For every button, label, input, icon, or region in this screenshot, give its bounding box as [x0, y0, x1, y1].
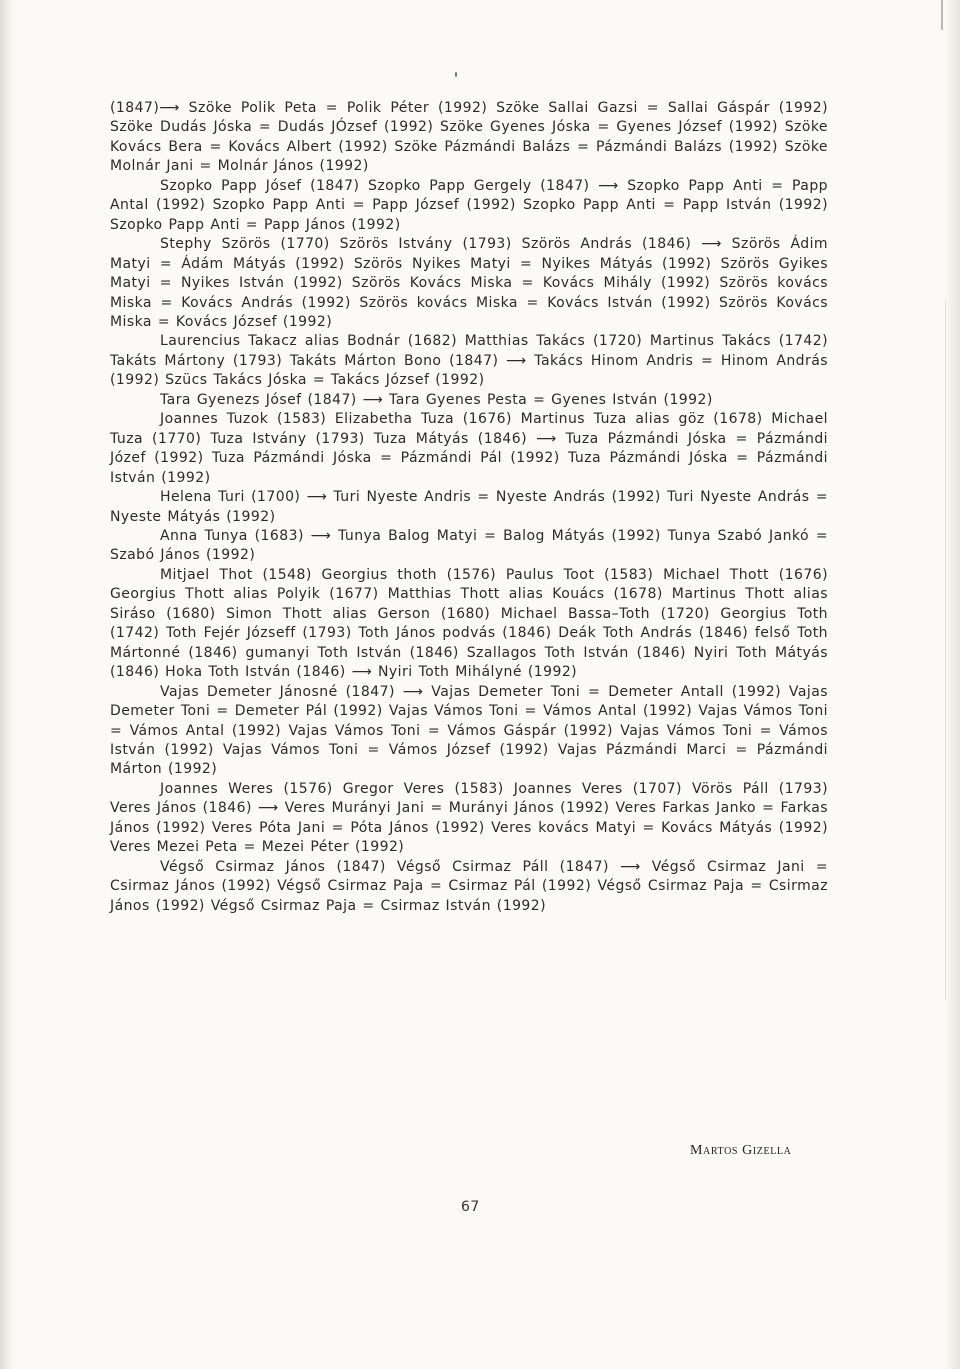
- document-body: [110, 99, 828, 916]
- paragraph-veres: Joannes Weres (1576) Gregor Veres (1583) Joannes Veres (1707) Vörös Páll (1793) Veres János (1846) ⟶ Veres Murányi Jani = Murányi János (1992) Veres Farkas Janko = Farkas János (1992) Veres Póta Jani = Póta János (1992) Veres kovács Matyi = Kovács Mátyás (1992) Veres Mezei Peta = Mezei Péter (1992): [110, 780, 828, 856]
- author-signature: Martos Gizella: [690, 1143, 792, 1158]
- page-number: 67: [461, 1199, 480, 1215]
- paragraph-szoke: (1847)⟶ Szöke Polik Peta = Polik Péter (1992) Szöke Sallai Gazsi = Sallai Gáspár (1992) Szöke Dudás Jóska = Dudás JÓzsef (1992) Szöke Gyenes Jóska = Gyenes József (1992) Szöke Kovács Bera = Kovács Albert (1992) Szöke Pázmándi Balázs = Pázmándi Balázs (1992) Szöke Molnár Jani = Molnár János (1992): [110, 100, 828, 175]
- paragraph-tunya: Anna Tunya (1683) ⟶ Tunya Balog Matyi = Balog Mátyás (1992) Tunya Szabó Jankó = Szabó János (1992): [110, 527, 828, 564]
- paragraph-szopko: Szopko Papp Jósef (1847) Szopko Papp Gergely (1847) ⟶ Szopko Papp Anti = Papp Antal (1992) Szopko Papp Anti = Papp József (1992) Szopko Papp Anti = Papp István (1992) Szopko Papp Anti = Papp János (1992): [110, 177, 828, 233]
- paragraph-csirmaz: Végső Csirmaz János (1847) Végső Csirmaz Páll (1847) ⟶ Végső Csirmaz Jani = Csirmaz János (1992) Végső Csirmaz Paja = Csirmaz Pál (1992) Végső Csirmaz Paja = Csirmaz János (1992) Végső Csirmaz Paja = Csirmaz István (1992): [110, 858, 828, 914]
- paragraph-tuza: Joannes Tuzok (1583) Elizabetha Tuza (1676) Martinus Tuza alias göz (1678) Michael Tuza (1770) Tuza Istvány (1793) Tuza Mátyás (1846) ⟶ Tuza Pázmándi Jóska = Pázmándi Józef (1992) Tuza Pázmándi Jóska = Pázmándi Pál (1992) Tuza Pázmándi Jóska = Pázmándi István (1992): [110, 411, 828, 486]
- scan-shadow-right: [944, 0, 960, 1369]
- paragraph-takacs: Laurencius Takacz alias Bodnár (1682) Matthias Takács (1720) Martinus Takács (1742) Takáts Mártony (1793) Takáts Márton Bono (1847) ⟶ Takács Hinom Andris = Hinom András (1992) Szücs Takács Jóska = Takács József (1992): [110, 333, 828, 389]
- scan-shadow-left: [0, 0, 14, 1369]
- paragraph-vajas: Vajas Demeter Jánosné (1847) ⟶ Vajas Demeter Toni = Demeter Antall (1992) Vajas Demeter Toni = Demeter Pál (1992) Vajas Vámos Toni = Vámos Antal (1992) Vajas Vámos Toni = Vámos Antal (1992) Vajas Vámos Toni = Vámos Gáspár (1992) Vajas Vámos Toni = Vámos István (1992) Vajas Vámos Toni = Vámos József (1992) Vajas Pázmándi Marci = Pázmándi Márton (1992): [110, 683, 828, 778]
- scan-speck: [455, 72, 457, 77]
- paragraph-toth: Mitjael Thot (1548) Georgius thoth (1576) Paulus Toot (1583) Michael Thott (1676) Georgius Thott alias Polyik (1677) Matthias Thott alias Kouács (1678) Martinus Thott alias Siráso (1680) Simon Thott alias Gerson (1680) Michael Bassa–Toth (1720) Georgius Toth (1742) Toth Fejér Józseff (1793) Toth János podvás (1846) Deák Toth András (1846) felső Toth Mártonné (1846) gumanyi Toth István (1846) Szallagos Toth István (1846) Nyiri Toth Mátyás (1846) Hoka Toth István (1846) ⟶ Nyiri Toth Mihályné (1992): [110, 566, 828, 681]
- paragraph-turi: Helena Turi (1700) ⟶ Turi Nyeste Andris = Nyeste András (1992) Turi Nyeste András = Nyeste Mátyás (1992): [110, 489, 828, 525]
- scan-artifact-line-faint: [945, 300, 946, 1000]
- scan-artifact-line: [941, 0, 943, 30]
- paragraph-szoros: Stephy Szörös (1770) Szörös Istvány (1793) Szörös András (1846) ⟶ Szörös Ádim Matyi = Ádám Mátyás (1992) Szörös Nyikes Matyi = Nyikes Mátyás (1992) Szörös Gyikes Matyi = Nyikes István (1992) Szörös Kovács Miska = Kovács Mihály (1992) Szörös kovács Miska = Kovács András (1992) Szörös kovács Miska = Kovács István (1992) Szörös Kovács Miska = Kovács József (1992): [110, 236, 828, 330]
- paragraph-tara: Tara Gyenezs Jósef (1847) ⟶ Tara Gyenes Pesta = Gyenes István (1992): [160, 391, 713, 408]
